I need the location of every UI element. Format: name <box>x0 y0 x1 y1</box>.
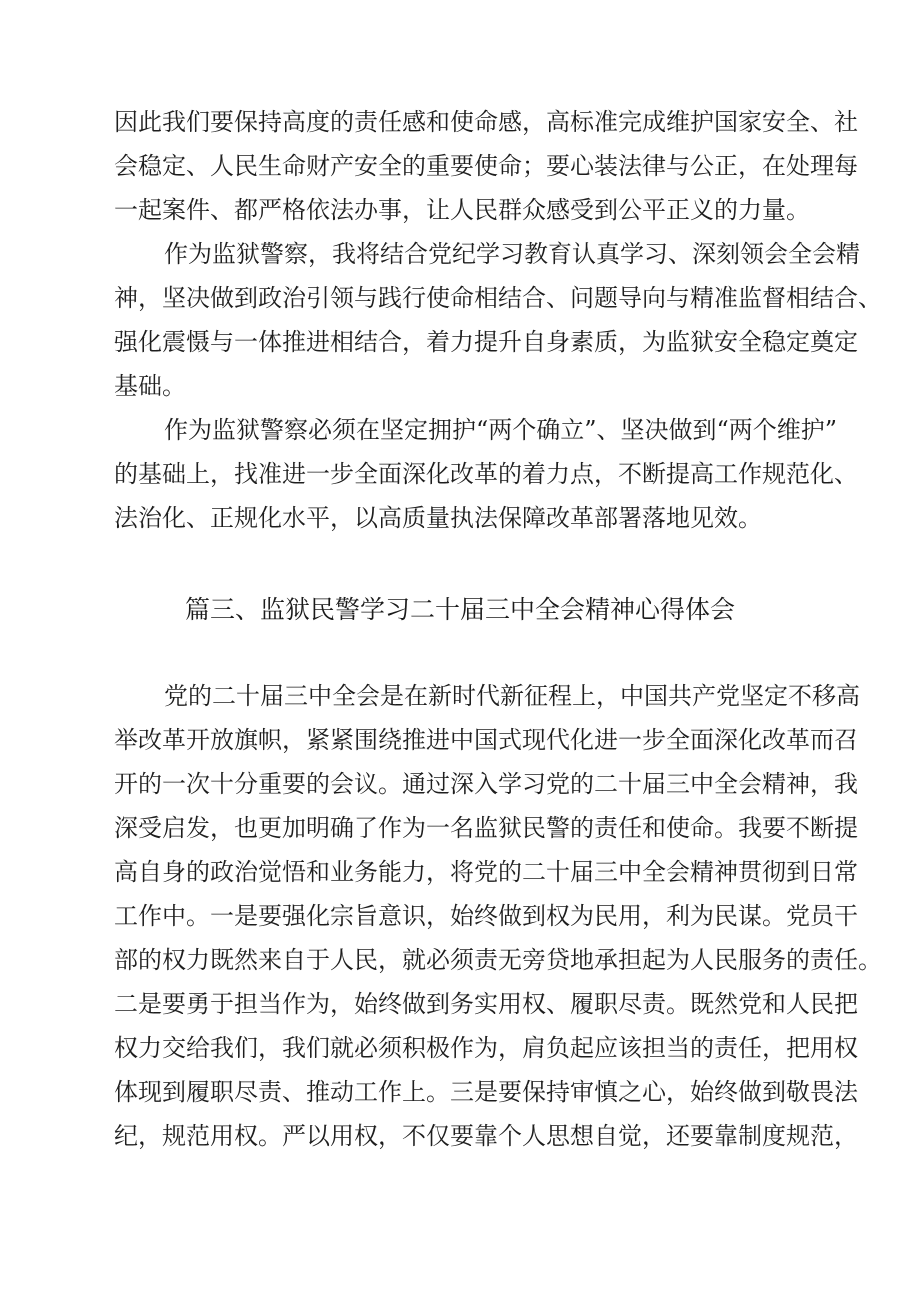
paragraph-line: 工作中。一是要强化宗旨意识，始终做到权为民用，利为民谋。党员干 <box>114 902 858 930</box>
paragraph-line: 作为监狱警察必须在坚定拥护“两个确立”、坚决做到“两个维护” <box>164 416 838 444</box>
paragraph-line: 因此我们要保持高度的责任感和使命感，高标准完成维护国家安全、社 <box>114 108 858 136</box>
paragraph-line: 高自身的政治觉悟和业务能力，将党的二十届三中全会精神贯彻到日常 <box>114 858 858 886</box>
paragraph-line: 强化震慑与一体推进相结合，着力提升自身素质，为监狱安全稳定奠定 <box>114 328 858 356</box>
paragraph-line: 党的二十届三中全会是在新时代新征程上，中国共产党坚定不移高 <box>164 682 860 710</box>
paragraph-line: 会稳定、人民生命财产安全的重要使命；要心装法律与公正，在处理每 <box>114 152 858 180</box>
paragraph-line: 深受启发，也更加明确了作为一名监狱民警的责任和使命。我要不断提 <box>114 814 858 842</box>
paragraph-line: 二是要勇于担当作为，始终做到务实用权、履职尽责。既然党和人民把 <box>114 990 858 1018</box>
paragraph-line: 神，坚决做到政治引领与践行使命相结合、问题导向与精准监督相结合、 <box>114 284 882 312</box>
section-title: 篇三、监狱民警学习二十届三中全会精神心得体会 <box>184 595 735 624</box>
paragraph-line: 开的一次十分重要的会议。通过深入学习党的二十届三中全会精神，我 <box>114 770 858 798</box>
paragraph-line: 部的权力既然来自于人民，就必须责无旁贷地承担起为人民服务的责任。 <box>114 946 882 974</box>
paragraph-line: 纪，规范用权。严以用权，不仅要靠个人思想自觉，还要靠制度规范， <box>114 1122 858 1150</box>
paragraph-line: 权力交给我们，我们就必须积极作为，肩负起应该担当的责任，把用权 <box>114 1034 858 1062</box>
paragraph-line: 一起案件、都严格依法办事，让人民群众感受到公平正义的力量。 <box>114 196 810 224</box>
paragraph-line: 法治化、正规化水平，以高质量执法保障改革部署落地见效。 <box>114 504 762 532</box>
paragraph-line: 的基础上，找准进一步全面深化改革的着力点，不断提高工作规范化、 <box>114 460 858 488</box>
paragraph-line: 举改革开放旗帜，紧紧围绕推进中国式现代化进一步全面深化改革而召 <box>114 726 858 754</box>
paragraph-line: 作为监狱警察，我将结合党纪学习教育认真学习、深刻领会全会精 <box>164 240 860 268</box>
paragraph-line: 体现到履职尽责、推动工作上。三是要保持审慎之心，始终做到敬畏法 <box>114 1078 858 1106</box>
paragraph-line: 基础。 <box>114 372 186 400</box>
